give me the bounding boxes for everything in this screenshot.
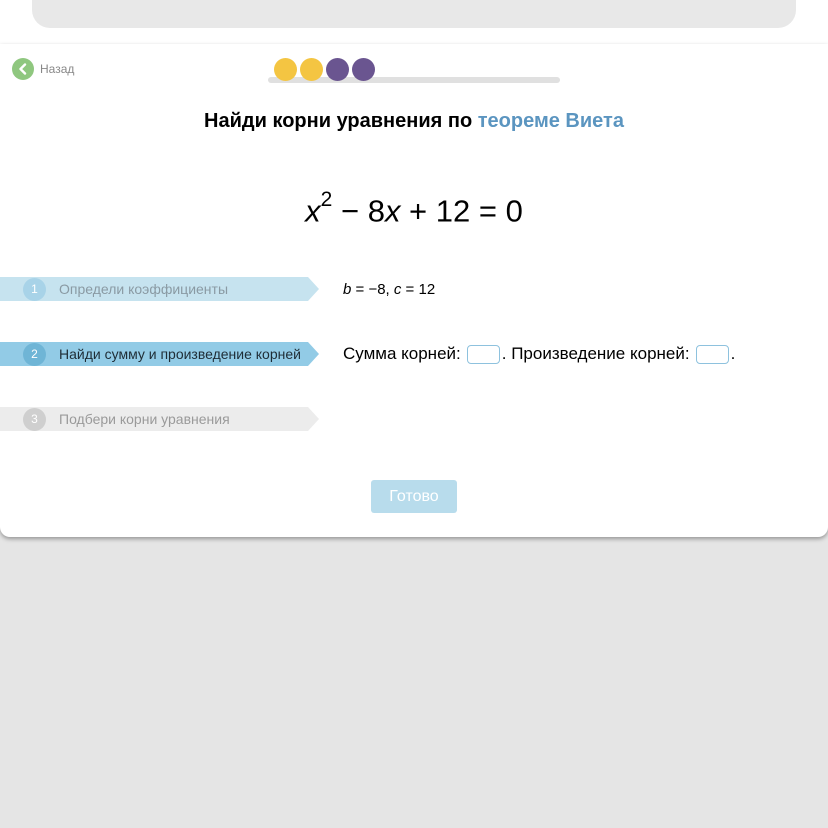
sum-input[interactable] [467,345,500,364]
equation [0,188,828,229]
progress-dot [326,58,349,81]
step-1-answer [343,279,435,299]
title-prefix: Найди корни уравнения по [204,110,473,132]
step-3 [0,407,320,431]
step-3-number: 3 [23,408,46,431]
equation-variable: x [384,193,401,229]
coef-b-var: b [343,280,352,298]
coef-c-value: = 12 [401,280,436,298]
progress-dot [274,58,297,81]
title-highlight[interactable]: теореме Виета [477,110,624,132]
product-label: Произведение корней: [506,344,690,363]
step-1-number: 1 [23,278,46,301]
top-bar-panel [32,0,796,28]
end-period: . [730,344,736,363]
progress-indicator [268,56,560,86]
back-button[interactable] [12,58,74,80]
product-input[interactable] [696,345,729,364]
step-2-label: Найди сумму и произведение корней [59,346,301,362]
progress-dot [300,58,323,81]
back-label: Назад [40,62,75,76]
chevron-left-icon [12,58,34,80]
step-3-label: Подбери корни уравнения [59,411,230,427]
step-2-answer [343,342,735,366]
sum-label: Сумма корней: [343,344,461,363]
task-title [0,110,828,133]
step-1 [0,277,320,301]
coef-c-var: c [393,280,402,298]
coef-b-value: = −8, [351,280,394,298]
equation-term: + 12 = 0 [400,193,523,229]
step-2 [0,342,320,366]
progress-dot [352,58,375,81]
step-2-number: 2 [23,343,46,366]
step-1-label: Определи коэффициенты [59,281,229,297]
top-bar [0,0,828,45]
equation-exponent: 2 [320,188,333,211]
task-card [0,44,828,537]
equation-term: − 8 [332,193,385,229]
done-button[interactable]: Готово [371,480,457,513]
equation-variable: x [305,193,321,229]
separator: . [501,344,507,363]
